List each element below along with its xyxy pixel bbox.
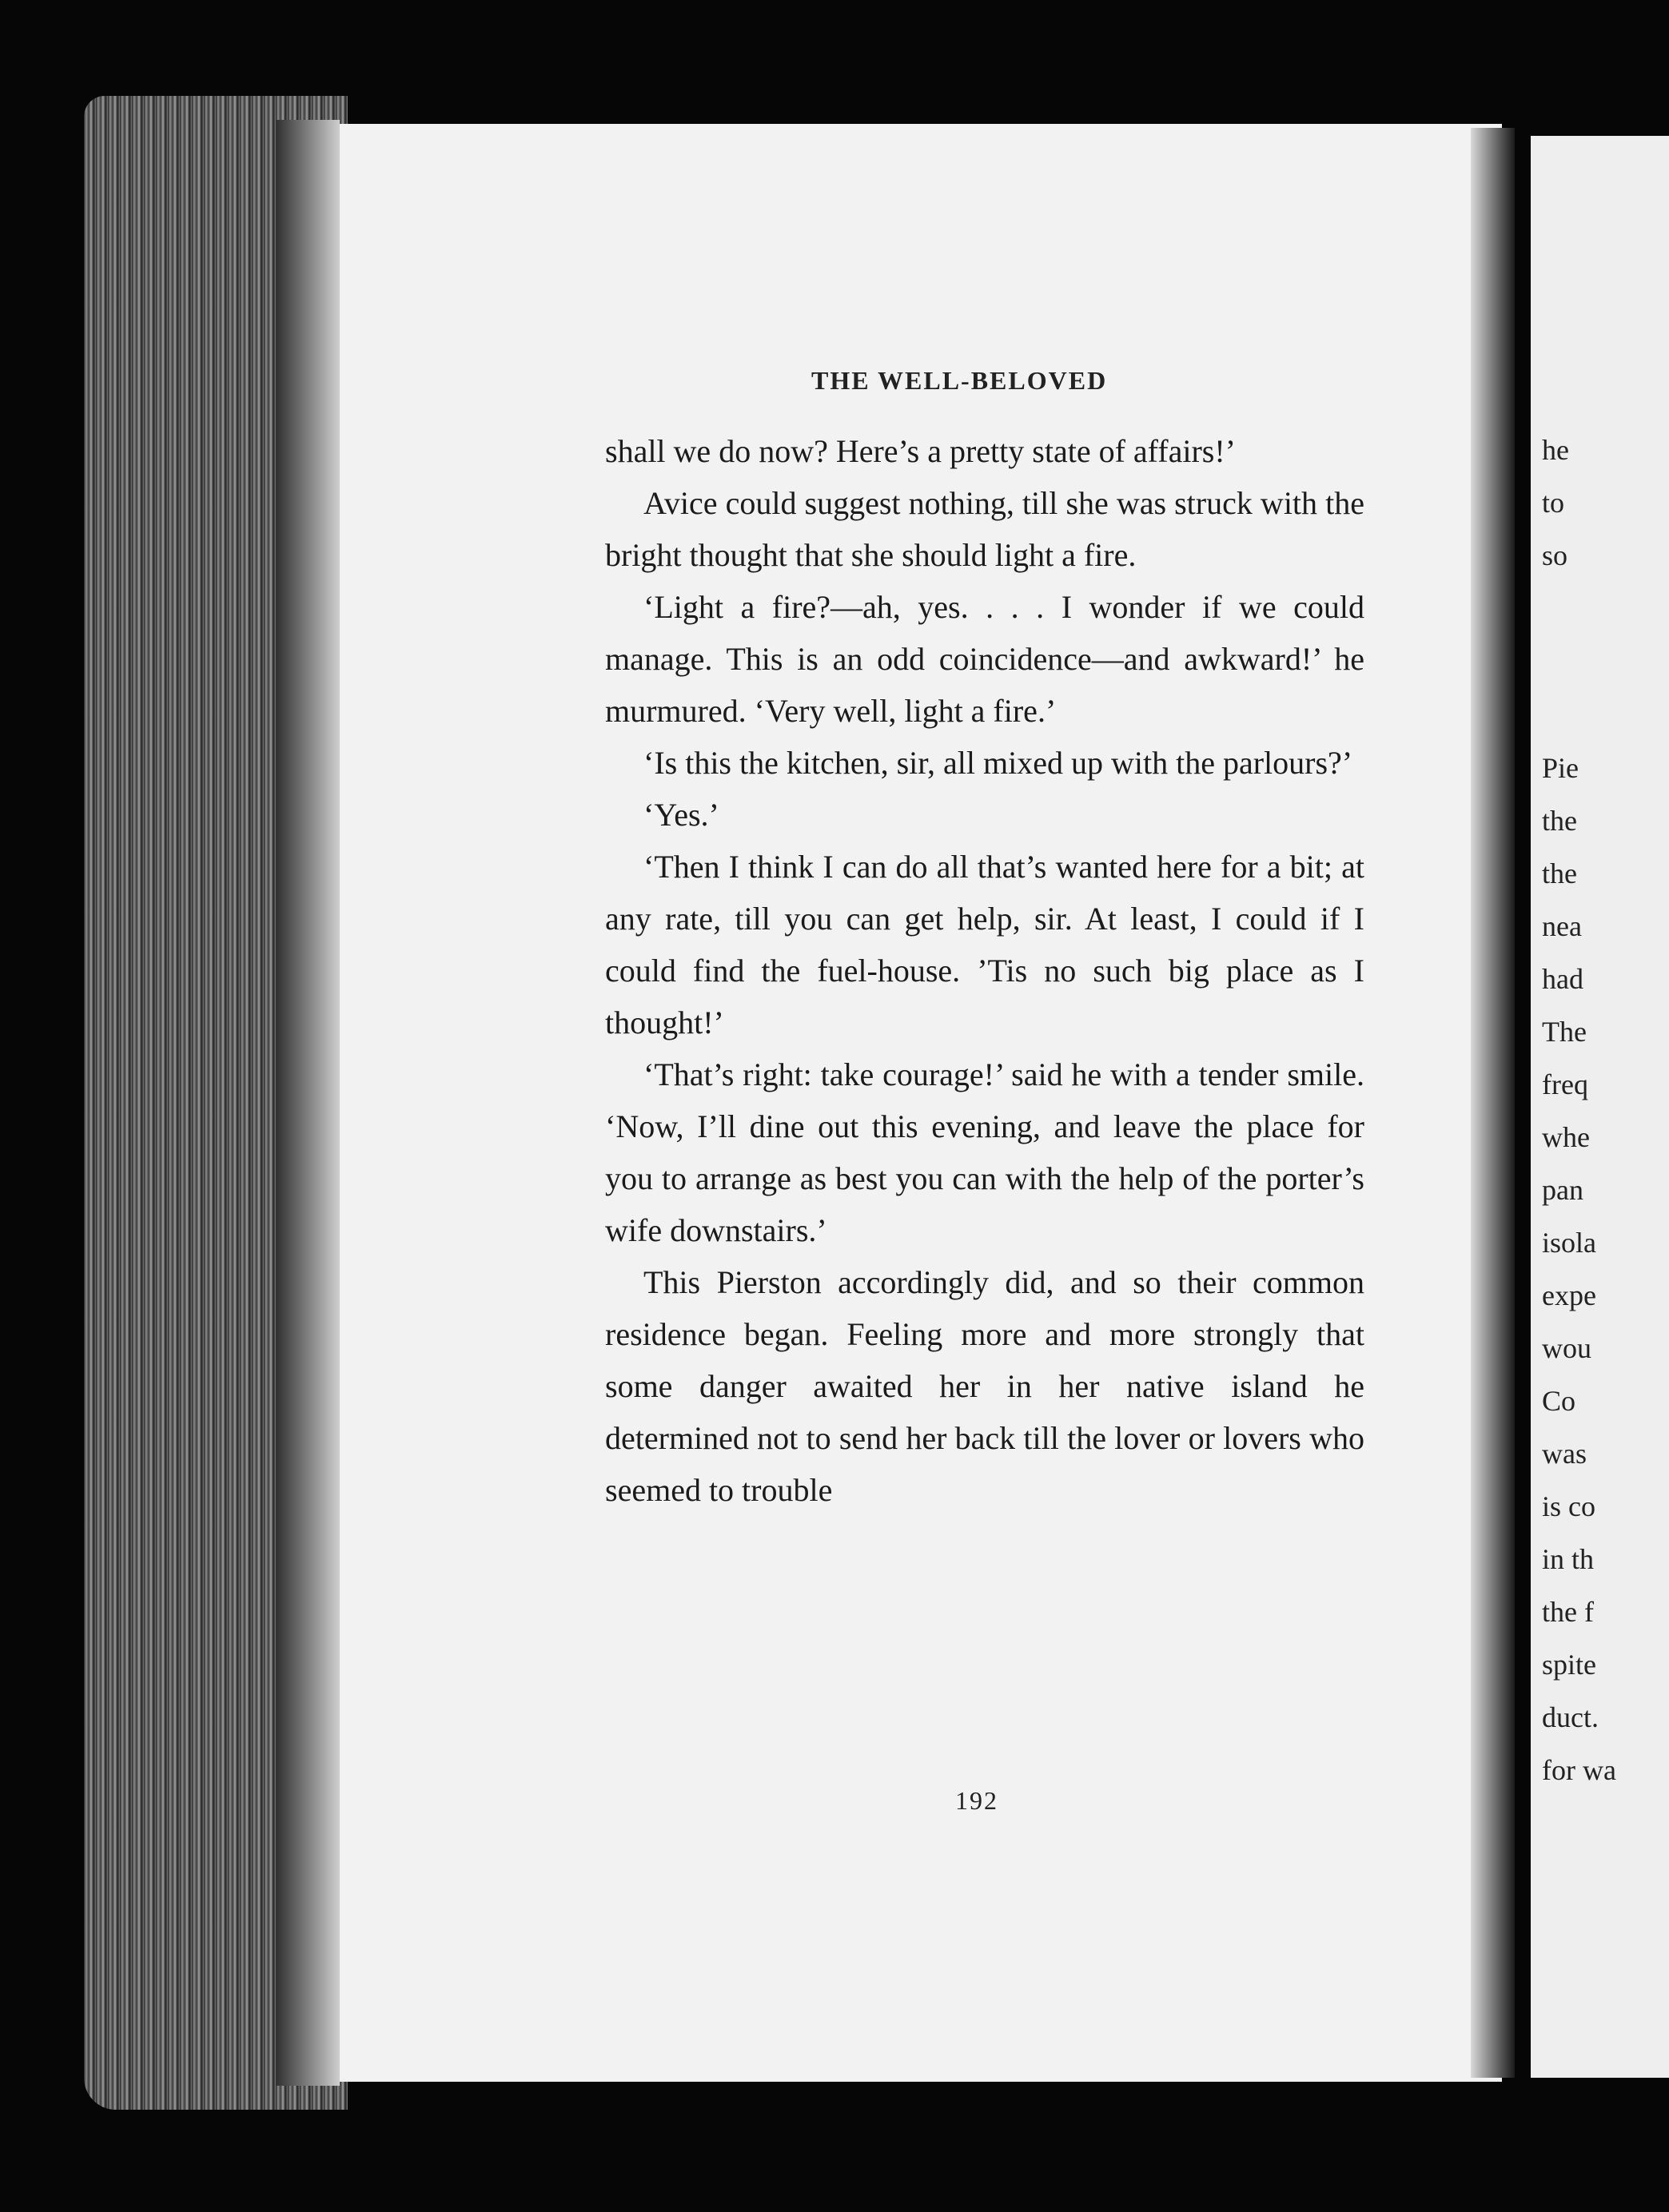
facing-page-fragment: whe	[1542, 1121, 1590, 1153]
page-text	[605, 425, 1364, 1516]
paragraph: ‘Yes.’	[643, 797, 719, 833]
facing-page	[1531, 136, 1669, 2078]
book-gutter	[1471, 128, 1515, 2078]
facing-page-fragment: the f	[1542, 1596, 1594, 1628]
facing-page-fragment: he	[1542, 434, 1569, 466]
facing-page-fragment: was	[1542, 1438, 1587, 1470]
facing-page-fragment: to	[1542, 487, 1565, 519]
facing-page-fragment: spite	[1542, 1649, 1596, 1681]
facing-page-fragment: the	[1542, 857, 1577, 889]
facing-page-fragment: wou	[1542, 1332, 1591, 1364]
page-number: 192	[955, 1786, 998, 1815]
paragraph: Avice could suggest nothing, till she was struck with the bright thought that she should light a fire.	[605, 485, 1364, 573]
paragraph: ‘Light a fire?—ah, yes. . . . I wonder if we could manage. This is an odd coincidence—and awkward!’ he murmured. ‘Very well, light a fire.’	[605, 589, 1364, 729]
facing-page-fragment: expe	[1542, 1279, 1596, 1311]
facing-page-fragment: for wa	[1542, 1754, 1616, 1786]
facing-page-fragment: in th	[1542, 1543, 1595, 1575]
facing-page-fragment: Co	[1542, 1385, 1576, 1417]
facing-page-fragment: had	[1542, 963, 1583, 995]
facing-page-fragment: duct.	[1542, 1701, 1599, 1733]
facing-page-fragment: The	[1542, 1016, 1587, 1048]
facing-page-fragment: so	[1542, 539, 1568, 571]
paragraph: ‘That’s right: take courage!’ said he with a tender smile. ‘Now, I’ll dine out this evening, and leave the place for you to arrange as best you can with the help of the porter’s wife downstairs.’	[605, 1056, 1364, 1248]
paragraph: ‘Then I think I can do all that’s wanted here for a bit; at any rate, till you can get help, sir. At least, I could if I could find the fuel-house. ’Tis no such big place as I thought!’	[605, 849, 1364, 1040]
running-head: THE WELL-BELOVED	[811, 366, 1108, 395]
facing-page-fragment: nea	[1542, 910, 1582, 942]
facing-page-fragment: Pie	[1542, 752, 1579, 784]
facing-page-fragment: pan	[1542, 1174, 1583, 1206]
facing-page-fragment: the	[1542, 805, 1577, 837]
page-edge-shadow	[276, 120, 340, 2086]
paragraph: This Pierston accordingly did, and so their common residence began. Feeling more and more strongly that some danger awaited her in her native island he determined not to send her back till the lover or lovers who seemed to trouble	[605, 1264, 1364, 1508]
facing-page-fragment: is co	[1542, 1490, 1595, 1522]
facing-page-fragment: freq	[1542, 1068, 1588, 1100]
paragraph: ‘Is this the kitchen, sir, all mixed up with the parlours?’	[643, 745, 1353, 781]
paragraph: shall we do now? Here’s a pretty state of affairs!’	[605, 433, 1236, 469]
facing-page-fragment: isola	[1542, 1227, 1596, 1259]
